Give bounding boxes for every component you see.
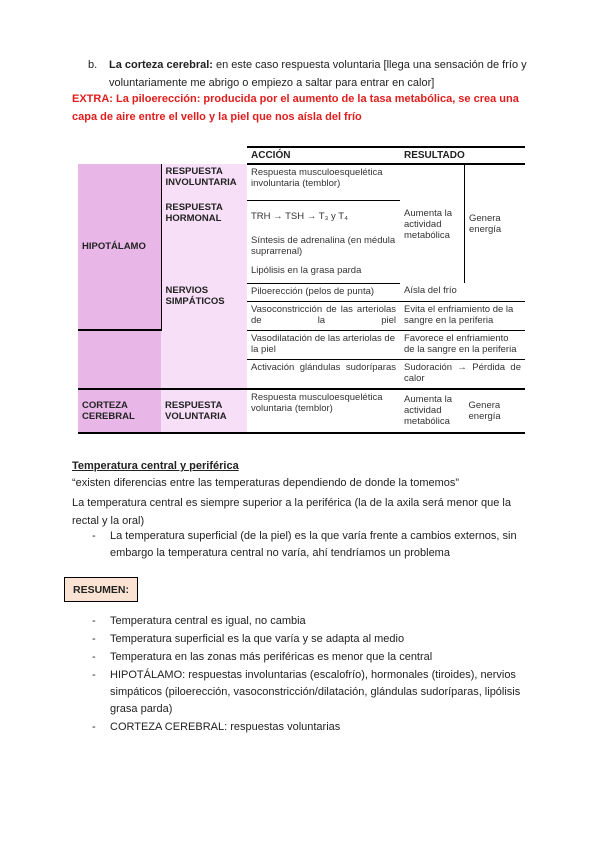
- cell-accion: Vasoconstricción de las arteriolas de la piel: [247, 301, 400, 330]
- cell-resultado: Aísla del frío: [400, 283, 525, 301]
- table-row: [78, 330, 525, 359]
- resumen-label: RESUMEN:: [64, 577, 138, 602]
- dash-marker: -: [92, 669, 96, 681]
- cell-nervios: NERVIOS SIMPÁTICOS: [161, 263, 247, 331]
- section-bullets: [92, 528, 532, 563]
- cell-hipotalamo: HIPOTÁLAMO: [78, 164, 161, 330]
- list-item-text: La temperatura superficial (de la piel) es la que varía frente a cambios externos, sin embargo la temperatura central no varía, ahí tendríamos un problema: [110, 530, 517, 559]
- cell-resultado: Genera energía: [465, 164, 526, 283]
- cell-accion: Respuesta musculoesquelética involuntaria (temblor): [247, 164, 400, 200]
- cell-accion: Piloerección (pelos de punta): [247, 283, 400, 301]
- table-row: [78, 359, 525, 389]
- cell-accion: Activación glándulas sudoríparas: [251, 361, 396, 373]
- cell-resultado: Aumenta la actividad metabólica: [400, 389, 465, 433]
- header-accion: ACCIÓN: [247, 147, 400, 164]
- thermoregulation-table: [78, 146, 525, 434]
- list-item: [92, 528, 532, 562]
- cell-accion: Respuesta musculoesquelética voluntaria (temblor): [247, 389, 400, 433]
- dash-marker: -: [92, 615, 96, 627]
- cell-resultado: Favorece el enfriamiento de la sangre en la periferia: [400, 330, 525, 359]
- list-item: [92, 719, 532, 736]
- section-quote: “existen diferencias entre las temperaturas dependiendo de donde la tomemos”: [72, 477, 460, 489]
- list-item-text: Temperatura superficial es la que varía y se adapta al medio: [110, 633, 405, 645]
- cell-resultado: Sudoración → Pérdida de calor: [404, 361, 521, 384]
- list-marker: b.: [88, 59, 98, 71]
- section-title: Temperatura central y periférica: [72, 460, 239, 472]
- cell-accion: TRH → TSH → T₃ y T₄: [251, 211, 348, 222]
- cell-accion: Vasodilatación de las arteriolas de la piel: [247, 330, 400, 359]
- list-item-content: [109, 56, 528, 92]
- cell-resp-voluntaria: RESPUESTA VOLUNTARIA: [161, 389, 247, 433]
- cell-accion: Síntesis de adrenalina (en médula suprarrenal): [251, 234, 396, 257]
- table-row: [78, 164, 525, 200]
- cell-accion: Lipólisis en la grasa parda: [247, 263, 400, 284]
- cell-resultado: Aumenta la actividad metabólica: [404, 207, 453, 241]
- cell-resultado: Evita el enfriamiento de la sangre en la periferia: [400, 301, 525, 330]
- cell-corteza: CORTEZA CEREBRAL: [78, 389, 161, 433]
- resumen-list: [92, 613, 532, 737]
- dash-marker: -: [92, 530, 96, 542]
- item-b-bold: La corteza cerebral:: [109, 59, 213, 71]
- dash-marker: -: [92, 651, 96, 663]
- list-item: [92, 613, 532, 630]
- dash-marker: -: [92, 721, 96, 733]
- list-item-text: CORTEZA CEREBRAL: respuestas voluntarias: [110, 721, 341, 733]
- cell-resp-hormonal: RESPUESTA HORMONAL: [161, 200, 247, 263]
- header-resultado: RESULTADO: [400, 147, 525, 164]
- item-b-text: en este caso respuesta voluntaria [llega una sensación de frío y voluntariamente me abrigo o empiezo a saltar para entrar en calor]: [109, 59, 527, 89]
- cell-resp-involuntaria: RESPUESTA INVOLUNTARIA: [161, 164, 247, 200]
- table-row: [78, 389, 525, 433]
- list-item-text: Temperatura en las zonas más periféricas es menor que la central: [110, 651, 433, 663]
- dash-marker: -: [92, 633, 96, 645]
- list-item-b: [88, 56, 528, 92]
- list-item: [92, 631, 532, 648]
- list-item-text: HIPOTÁLAMO: respuestas involuntarias (escalofrío), hormonales (tiroides), nervios simpáticos (piloerección, vasoconstricción/dilatación, glándulas sudoríparas, lipólisis grasa parda): [110, 669, 521, 715]
- extra-note: EXTRA: La piloerección: producida por el aumento de la tasa metabólica, se crea una capa de aire entre el vello y la piel que nos aísla del frío: [72, 93, 519, 123]
- list-item: [92, 649, 532, 666]
- list-item: [92, 667, 532, 718]
- list-item-text: Temperatura central es igual, no cambia: [110, 615, 306, 627]
- section-paragraph: La temperatura central es siempre superior a la periférica (la de la axila será menor que la rectal y la oral): [72, 497, 511, 527]
- table-header-row: [78, 147, 525, 164]
- cell-resultado: Genera energía: [465, 389, 526, 433]
